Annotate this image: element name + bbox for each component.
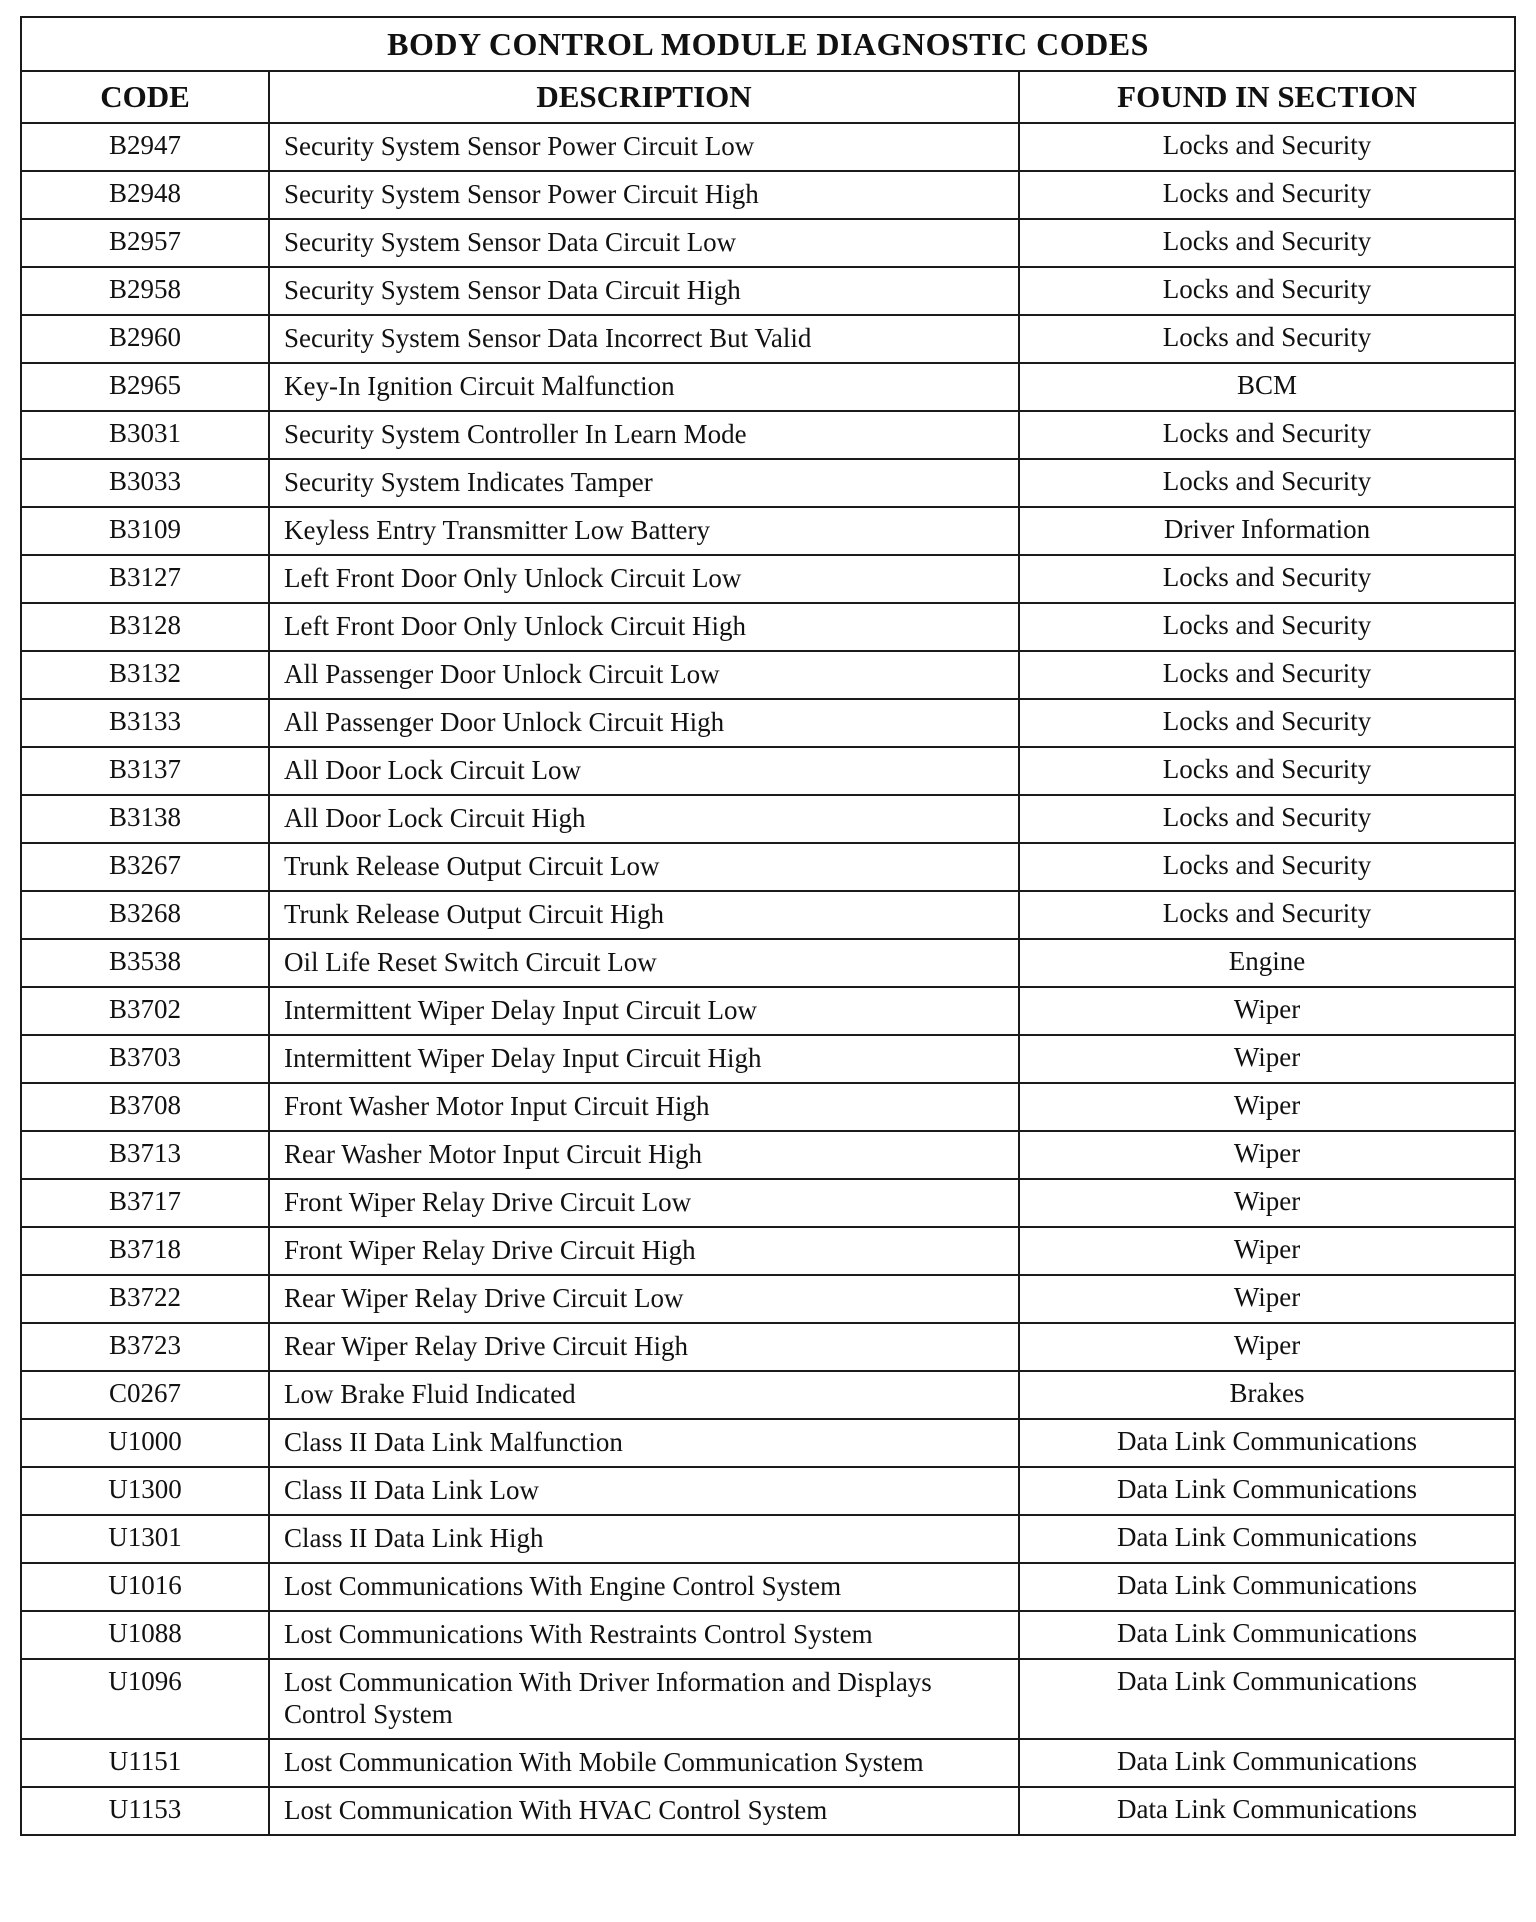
- description-cell: Security System Sensor Data Circuit Low: [269, 219, 1019, 267]
- section-cell: Wiper: [1019, 1323, 1515, 1371]
- section-cell: Locks and Security: [1019, 411, 1515, 459]
- description-cell: All Door Lock Circuit Low: [269, 747, 1019, 795]
- table-row: [21, 411, 1515, 459]
- table-row: [21, 315, 1515, 363]
- section-cell: Wiper: [1019, 1083, 1515, 1131]
- description-cell: Rear Washer Motor Input Circuit High: [269, 1131, 1019, 1179]
- code-cell: B2958: [21, 267, 269, 315]
- description-cell: Intermittent Wiper Delay Input Circuit Low: [269, 987, 1019, 1035]
- description-cell: Intermittent Wiper Delay Input Circuit High: [269, 1035, 1019, 1083]
- table-row: [21, 1179, 1515, 1227]
- column-header-code: CODE: [21, 71, 269, 123]
- section-cell: Data Link Communications: [1019, 1515, 1515, 1563]
- section-cell: Data Link Communications: [1019, 1419, 1515, 1467]
- table-row: [21, 459, 1515, 507]
- table-row: [21, 699, 1515, 747]
- table-row: [21, 1035, 1515, 1083]
- description-cell: Security System Indicates Tamper: [269, 459, 1019, 507]
- table-row: [21, 123, 1515, 171]
- section-cell: Locks and Security: [1019, 843, 1515, 891]
- code-cell: B3703: [21, 1035, 269, 1083]
- code-cell: B2957: [21, 219, 269, 267]
- description-cell: Left Front Door Only Unlock Circuit High: [269, 603, 1019, 651]
- table-row: [21, 1467, 1515, 1515]
- section-cell: Locks and Security: [1019, 747, 1515, 795]
- description-cell: Key-In Ignition Circuit Malfunction: [269, 363, 1019, 411]
- table-row: [21, 891, 1515, 939]
- description-cell: Low Brake Fluid Indicated: [269, 1371, 1019, 1419]
- code-cell: B2965: [21, 363, 269, 411]
- code-cell: B3717: [21, 1179, 269, 1227]
- code-cell: B3031: [21, 411, 269, 459]
- table-row: [21, 1275, 1515, 1323]
- description-cell: Front Wiper Relay Drive Circuit Low: [269, 1179, 1019, 1227]
- section-cell: Wiper: [1019, 1131, 1515, 1179]
- code-cell: B3702: [21, 987, 269, 1035]
- table-row: [21, 267, 1515, 315]
- code-cell: B2947: [21, 123, 269, 171]
- code-cell: U1151: [21, 1739, 269, 1787]
- section-cell: Wiper: [1019, 1227, 1515, 1275]
- table-row: [21, 1611, 1515, 1659]
- table-row: [21, 987, 1515, 1035]
- description-cell: Lost Communication With HVAC Control System: [269, 1787, 1019, 1835]
- section-cell: Data Link Communications: [1019, 1563, 1515, 1611]
- table-row: [21, 1515, 1515, 1563]
- column-header-section: FOUND IN SECTION: [1019, 71, 1515, 123]
- description-cell: Class II Data Link Low: [269, 1467, 1019, 1515]
- code-cell: B3723: [21, 1323, 269, 1371]
- code-cell: B3109: [21, 507, 269, 555]
- table-body: [21, 123, 1515, 1835]
- description-cell: Rear Wiper Relay Drive Circuit Low: [269, 1275, 1019, 1323]
- table-title: BODY CONTROL MODULE DIAGNOSTIC CODES: [21, 17, 1515, 71]
- code-cell: B2948: [21, 171, 269, 219]
- table-row: [21, 171, 1515, 219]
- section-cell: Data Link Communications: [1019, 1739, 1515, 1787]
- table-row: [21, 219, 1515, 267]
- section-cell: Data Link Communications: [1019, 1467, 1515, 1515]
- code-cell: B3718: [21, 1227, 269, 1275]
- section-cell: Brakes: [1019, 1371, 1515, 1419]
- code-cell: B3138: [21, 795, 269, 843]
- description-cell: Front Wiper Relay Drive Circuit High: [269, 1227, 1019, 1275]
- table-row: [21, 555, 1515, 603]
- section-cell: Locks and Security: [1019, 123, 1515, 171]
- description-cell: Lost Communications With Restraints Control System: [269, 1611, 1019, 1659]
- section-cell: Locks and Security: [1019, 171, 1515, 219]
- section-cell: Locks and Security: [1019, 219, 1515, 267]
- section-cell: Locks and Security: [1019, 267, 1515, 315]
- code-cell: B3033: [21, 459, 269, 507]
- code-cell: U1300: [21, 1467, 269, 1515]
- section-cell: Locks and Security: [1019, 603, 1515, 651]
- section-cell: Locks and Security: [1019, 891, 1515, 939]
- section-cell: Wiper: [1019, 1179, 1515, 1227]
- code-cell: C0267: [21, 1371, 269, 1419]
- description-cell: All Door Lock Circuit High: [269, 795, 1019, 843]
- table-row: [21, 1563, 1515, 1611]
- diagnostic-codes-table: [20, 16, 1516, 1836]
- description-cell: Lost Communication With Mobile Communication System: [269, 1739, 1019, 1787]
- description-cell: Security System Sensor Power Circuit High: [269, 171, 1019, 219]
- description-cell: Lost Communications With Engine Control System: [269, 1563, 1019, 1611]
- table-row: [21, 843, 1515, 891]
- code-cell: B3708: [21, 1083, 269, 1131]
- code-cell: U1153: [21, 1787, 269, 1835]
- description-cell: Class II Data Link Malfunction: [269, 1419, 1019, 1467]
- description-cell: Security System Sensor Data Incorrect But Valid: [269, 315, 1019, 363]
- table-row: [21, 507, 1515, 555]
- description-cell: Lost Communication With Driver Information and Displays Control System: [269, 1659, 1019, 1739]
- table-row: [21, 1787, 1515, 1835]
- description-cell: Class II Data Link High: [269, 1515, 1019, 1563]
- section-cell: Data Link Communications: [1019, 1659, 1515, 1739]
- section-cell: Data Link Communications: [1019, 1787, 1515, 1835]
- section-cell: Locks and Security: [1019, 315, 1515, 363]
- code-cell: B3137: [21, 747, 269, 795]
- column-header-description: DESCRIPTION: [269, 71, 1019, 123]
- section-cell: BCM: [1019, 363, 1515, 411]
- code-cell: B3133: [21, 699, 269, 747]
- section-cell: Engine: [1019, 939, 1515, 987]
- table-row: [21, 1131, 1515, 1179]
- description-cell: Security System Sensor Power Circuit Low: [269, 123, 1019, 171]
- description-cell: All Passenger Door Unlock Circuit High: [269, 699, 1019, 747]
- code-cell: U1301: [21, 1515, 269, 1563]
- code-cell: B3538: [21, 939, 269, 987]
- description-cell: Rear Wiper Relay Drive Circuit High: [269, 1323, 1019, 1371]
- section-cell: Wiper: [1019, 987, 1515, 1035]
- table-row: [21, 747, 1515, 795]
- section-cell: Locks and Security: [1019, 651, 1515, 699]
- table-row: [21, 1323, 1515, 1371]
- description-cell: Trunk Release Output Circuit High: [269, 891, 1019, 939]
- code-cell: B3132: [21, 651, 269, 699]
- section-cell: Data Link Communications: [1019, 1611, 1515, 1659]
- section-cell: Locks and Security: [1019, 555, 1515, 603]
- section-cell: Wiper: [1019, 1035, 1515, 1083]
- description-cell: Oil Life Reset Switch Circuit Low: [269, 939, 1019, 987]
- section-cell: Locks and Security: [1019, 795, 1515, 843]
- code-cell: B3128: [21, 603, 269, 651]
- code-cell: B3268: [21, 891, 269, 939]
- table-row: [21, 1739, 1515, 1787]
- section-cell: Wiper: [1019, 1275, 1515, 1323]
- code-cell: B3127: [21, 555, 269, 603]
- description-cell: Keyless Entry Transmitter Low Battery: [269, 507, 1019, 555]
- description-cell: Left Front Door Only Unlock Circuit Low: [269, 555, 1019, 603]
- code-cell: B3267: [21, 843, 269, 891]
- table-row: [21, 363, 1515, 411]
- code-cell: B3713: [21, 1131, 269, 1179]
- description-cell: Security System Controller In Learn Mode: [269, 411, 1019, 459]
- table-row: [21, 1659, 1515, 1739]
- table-row: [21, 1419, 1515, 1467]
- table-row: [21, 1371, 1515, 1419]
- section-cell: Locks and Security: [1019, 699, 1515, 747]
- code-cell: B3722: [21, 1275, 269, 1323]
- description-cell: Front Washer Motor Input Circuit High: [269, 1083, 1019, 1131]
- code-cell: U1016: [21, 1563, 269, 1611]
- section-cell: Driver Information: [1019, 507, 1515, 555]
- code-cell: U1088: [21, 1611, 269, 1659]
- table-row: [21, 1227, 1515, 1275]
- table-row: [21, 603, 1515, 651]
- table-row: [21, 795, 1515, 843]
- code-cell: B2960: [21, 315, 269, 363]
- table-row: [21, 939, 1515, 987]
- section-cell: Locks and Security: [1019, 459, 1515, 507]
- code-cell: U1000: [21, 1419, 269, 1467]
- table-row: [21, 1083, 1515, 1131]
- description-cell: Security System Sensor Data Circuit High: [269, 267, 1019, 315]
- description-cell: All Passenger Door Unlock Circuit Low: [269, 651, 1019, 699]
- code-cell: U1096: [21, 1659, 269, 1739]
- description-cell: Trunk Release Output Circuit Low: [269, 843, 1019, 891]
- table-row: [21, 651, 1515, 699]
